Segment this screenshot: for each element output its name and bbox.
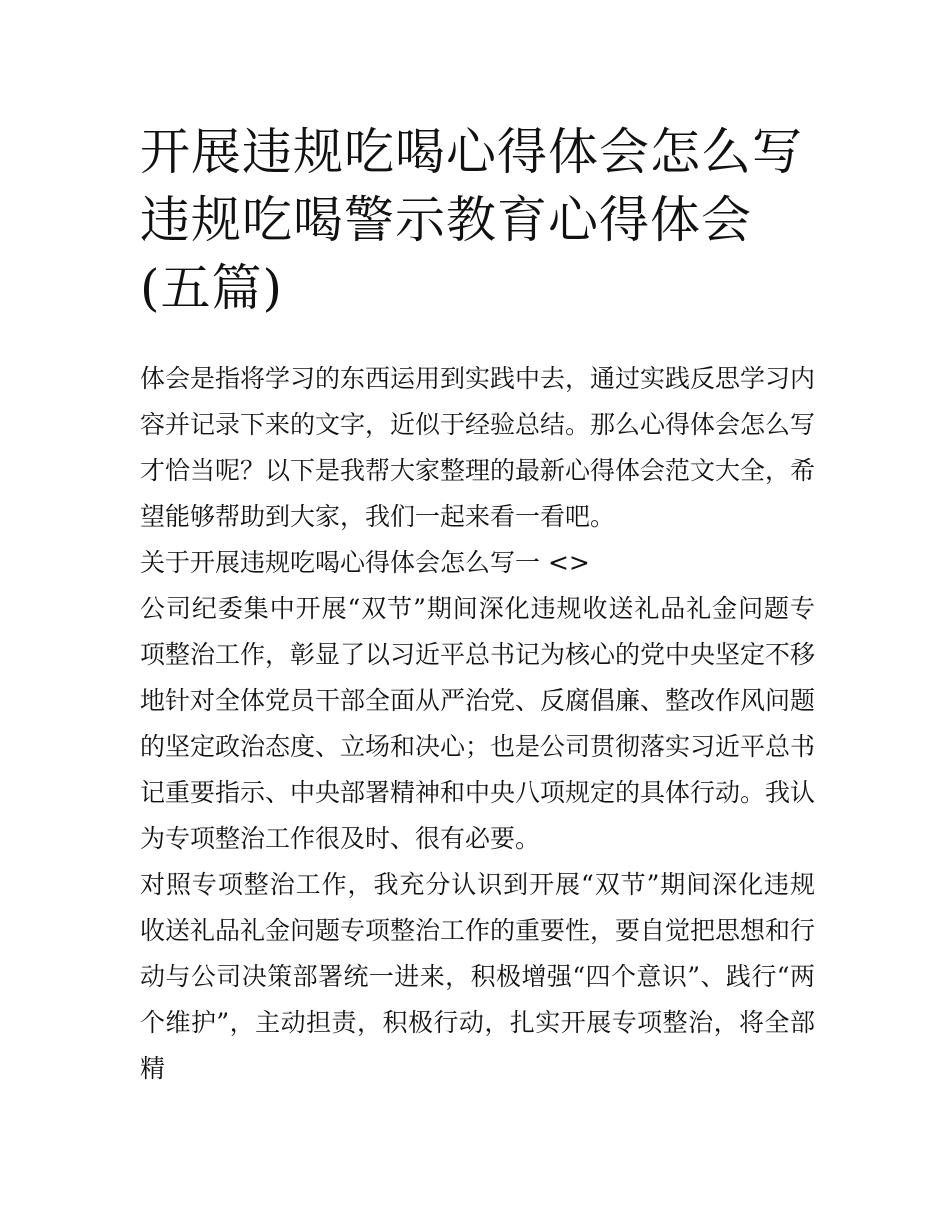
- document-title: 开展违规吃喝心得体会怎么写违规吃喝警示教育心得体会(五篇): [140, 123, 803, 317]
- section-heading: 关于开展违规吃喝心得体会怎么写一 <>: [140, 548, 590, 577]
- intro-paragraph: 体会是指将学习的东西运用到实践中去，通过实践反思学习内容并记录下来的文字，近似于经验总结。那么心得体会怎么写才恰当呢？以下是我帮大家整理的最新心得体会范文大全，希望能够帮助到大家，我们一起来看一看吧。: [140, 364, 816, 531]
- body-paragraph: 对照专项整治工作，我充分认识到开展“双节”期间深化违规收送礼品礼金问题专项整治工作的重要性，要自觉把思想和行动与公司决策部署统一进来，积极增强“四个意识”、践行“两个维护”，主动担责，积极行动，扎实开展专项整治，将全部精: [140, 870, 816, 1083]
- document-body: [140, 356, 815, 1092]
- body-paragraph: 公司纪委集中开展“双节”期间深化违规收送礼品礼金问题专项整治工作，彰显了以习近平总书记为核心的党中央坚定不移地针对全体党员干部全面从严治党、反腐倡廉、整改作风问题的坚定政治态度、立场和决心；也是公司贯彻落实习近平总书记重要指示、中央部署精神和中央八项规定的具体行动。我认为专项整治工作很及时、很有必要。: [140, 594, 816, 853]
